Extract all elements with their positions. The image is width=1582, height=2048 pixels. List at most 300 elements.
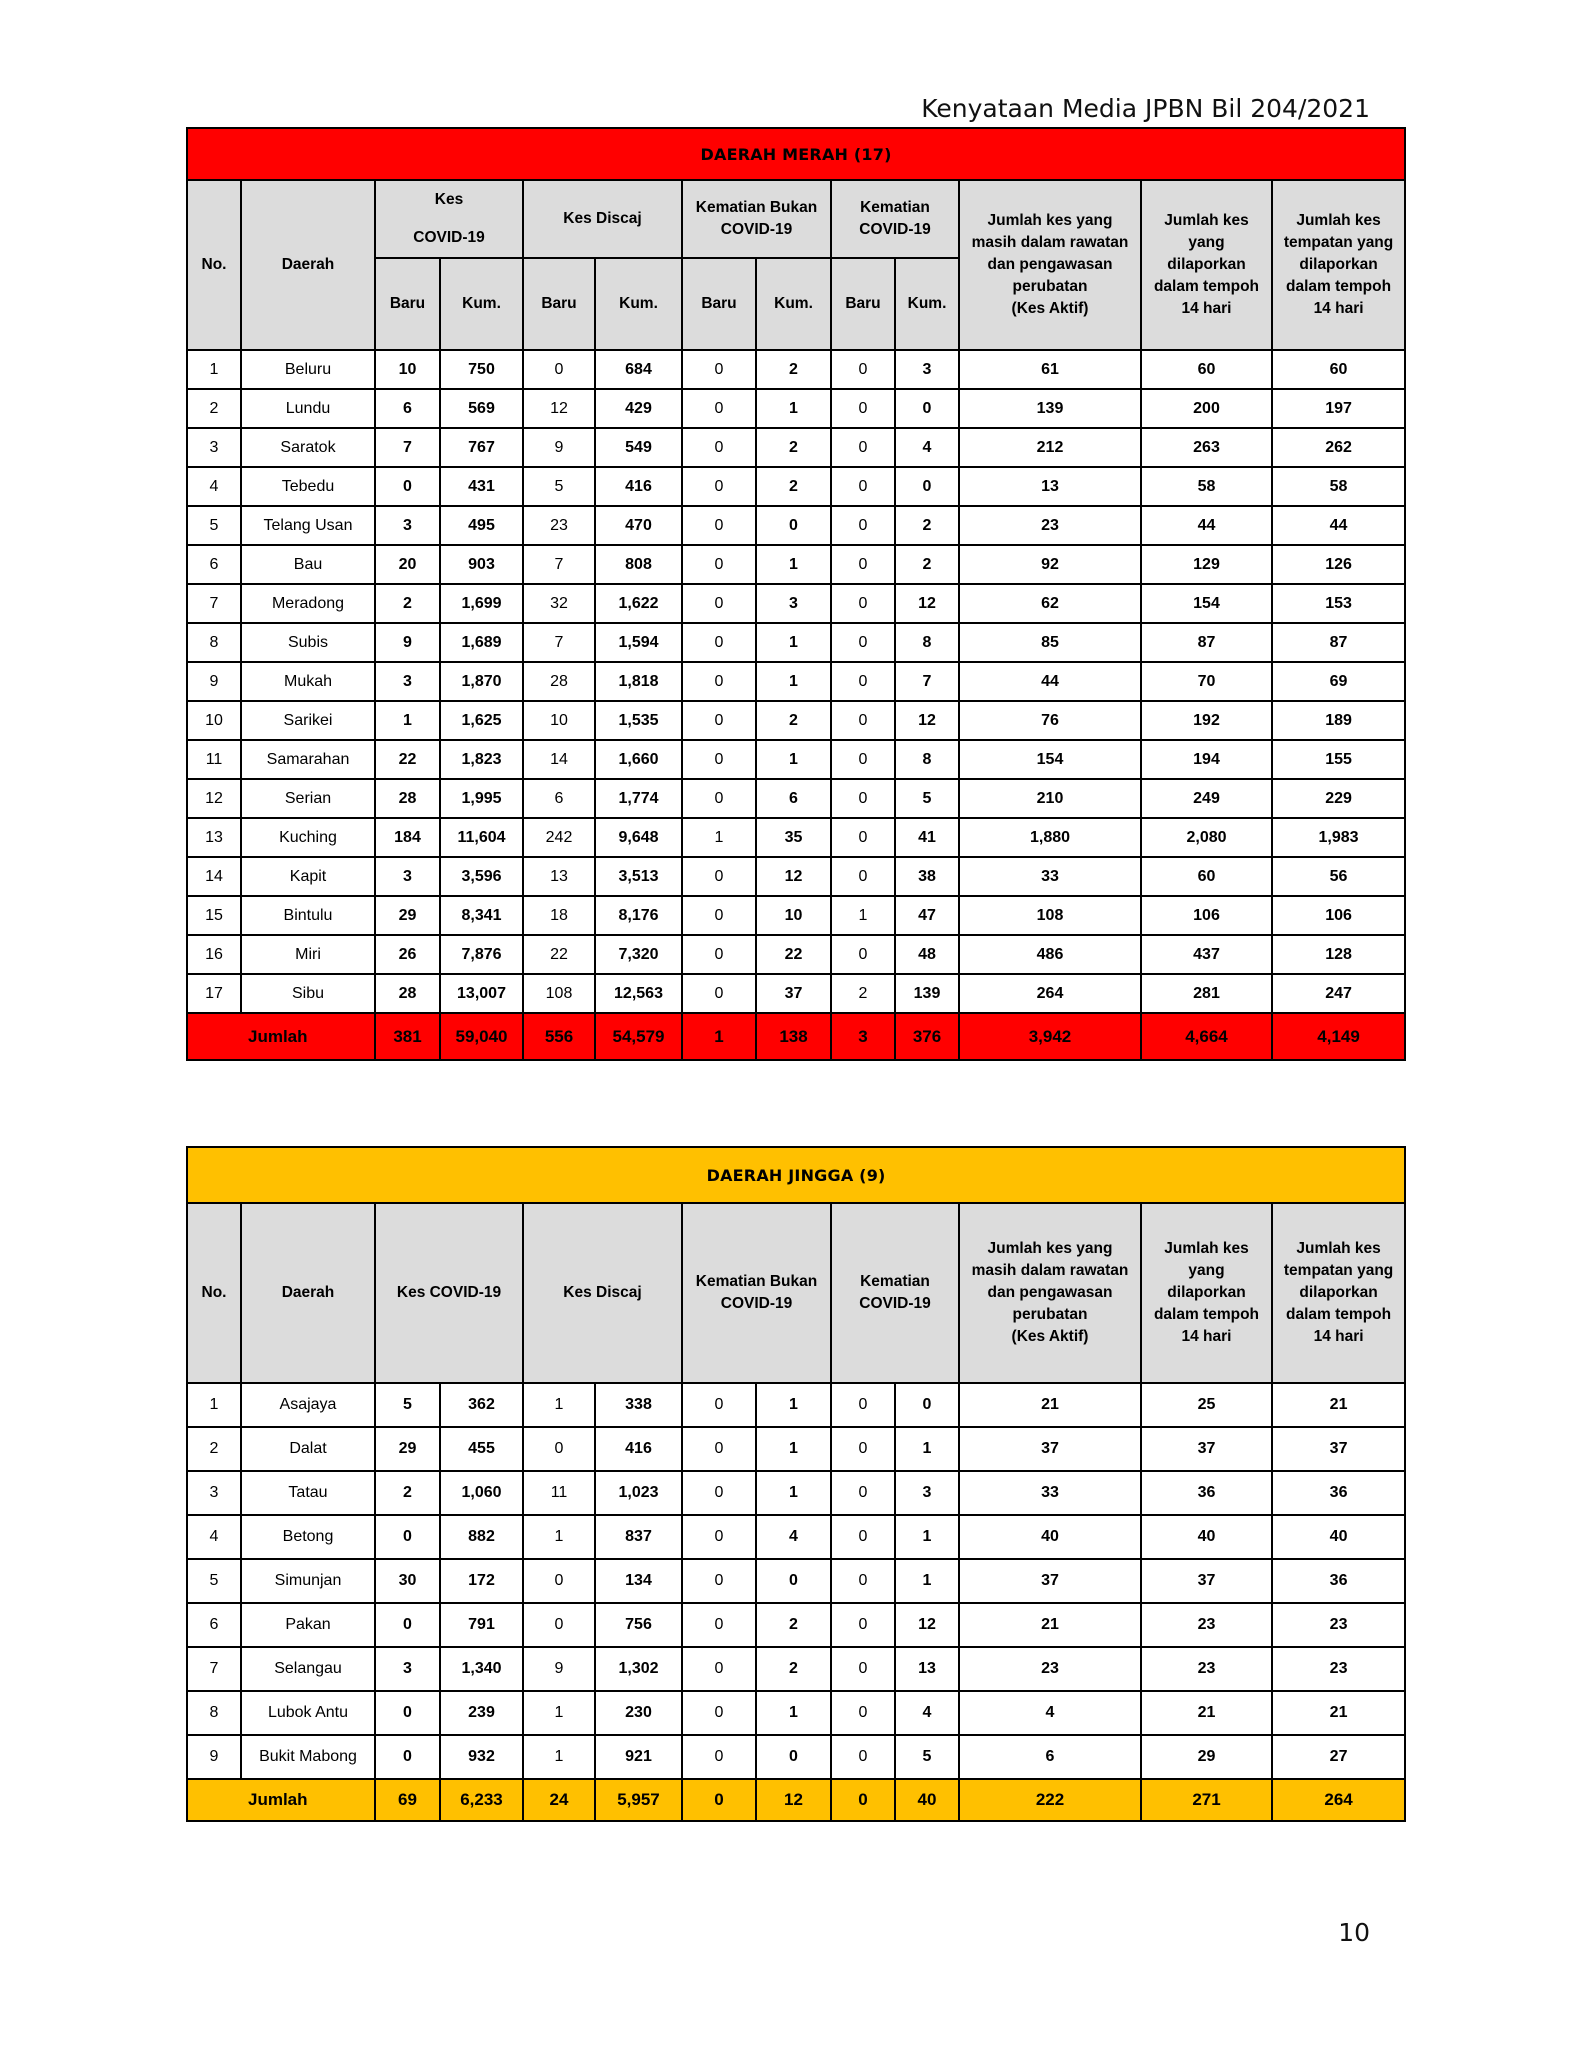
table-row: [187, 467, 1405, 506]
header-text: Kematian: [860, 1273, 930, 1290]
table-row: [187, 506, 1405, 545]
header-text: dan pengawasan: [987, 1284, 1113, 1301]
table-cell: 263: [1141, 428, 1272, 467]
row-number: 8: [187, 1691, 241, 1735]
header-kum: Kum.: [895, 258, 959, 350]
total-cell: 222: [959, 1779, 1141, 1821]
table-cell: 1: [523, 1383, 595, 1427]
table-cell: 9: [375, 623, 440, 662]
table-cell: 7,320: [595, 935, 682, 974]
district-name: Asajaya: [241, 1383, 375, 1427]
table-cell: 6: [959, 1735, 1141, 1779]
table-cell: 1: [756, 1383, 831, 1427]
district-name: Kuching: [241, 818, 375, 857]
table-cell: 0: [682, 896, 756, 935]
table-cell: 14: [523, 740, 595, 779]
header-text: COVID-19: [859, 1295, 931, 1312]
table-cell: 1: [375, 701, 440, 740]
table-cell: 1,302: [595, 1647, 682, 1691]
table-row: [187, 623, 1405, 662]
header-kematian-bukan-covid: [682, 1203, 831, 1383]
table-cell: 1,023: [595, 1471, 682, 1515]
table-cell: 25: [1141, 1383, 1272, 1427]
header-kes-aktif: [959, 1203, 1141, 1383]
table-cell: 108: [523, 974, 595, 1013]
table-cell: 239: [440, 1691, 523, 1735]
table-cell: 0: [682, 779, 756, 818]
table-cell: 6: [375, 389, 440, 428]
total-cell: 5,957: [595, 1779, 682, 1821]
total-cell: 376: [895, 1013, 959, 1060]
table-cell: 23: [1272, 1603, 1405, 1647]
table-row: [187, 740, 1405, 779]
table-cell: 9,648: [595, 818, 682, 857]
table-cell: 28: [375, 974, 440, 1013]
table-cell: 281: [1141, 974, 1272, 1013]
table-cell: 1,995: [440, 779, 523, 818]
table-cell: 192: [1141, 701, 1272, 740]
table-row: [187, 1735, 1405, 1779]
table-cell: 1,535: [595, 701, 682, 740]
table-cell: 0: [682, 1647, 756, 1691]
table-cell: 0: [682, 1603, 756, 1647]
row-number: 4: [187, 467, 241, 506]
table-cell: 10: [375, 350, 440, 389]
table-cell: 1,870: [440, 662, 523, 701]
table-cell: 0: [831, 584, 895, 623]
table-cell: 2: [895, 545, 959, 584]
table-cell: 212: [959, 428, 1141, 467]
table-cell: 194: [1141, 740, 1272, 779]
table-cell: 0: [682, 467, 756, 506]
table-cell: 29: [1141, 1735, 1272, 1779]
table-title-merah: DAERAH MERAH (17): [187, 128, 1405, 180]
table-cell: 12: [895, 1603, 959, 1647]
header-text: Kematian Bukan: [695, 199, 818, 216]
header-kes-line1: Kes: [434, 191, 464, 208]
header-baru: Baru: [831, 258, 895, 350]
header-kes-discaj: Kes Discaj: [523, 1203, 682, 1383]
table-cell: 4: [756, 1515, 831, 1559]
table-cell: 242: [523, 818, 595, 857]
table-cell: 921: [595, 1735, 682, 1779]
table-cell: 0: [831, 740, 895, 779]
total-cell: 69: [375, 1779, 440, 1821]
table-cell: 0: [682, 1427, 756, 1471]
table-cell: 249: [1141, 779, 1272, 818]
table-cell: 1: [756, 662, 831, 701]
table-cell: 76: [959, 701, 1141, 740]
row-number: 7: [187, 1647, 241, 1691]
header-text: perubatan: [1012, 1306, 1088, 1323]
table-cell: 8: [895, 740, 959, 779]
district-name: Sibu: [241, 974, 375, 1013]
table-cell: 189: [1272, 701, 1405, 740]
table-cell: 0: [895, 467, 959, 506]
table-cell: 8,341: [440, 896, 523, 935]
table-row: [187, 1471, 1405, 1515]
table-cell: 30: [375, 1559, 440, 1603]
table-cell: 35: [756, 818, 831, 857]
table-cell: 0: [895, 389, 959, 428]
table-cell: 837: [595, 1515, 682, 1559]
table-cell: 23: [1272, 1647, 1405, 1691]
table-cell: 37: [959, 1559, 1141, 1603]
table-cell: 3: [756, 584, 831, 623]
total-cell: 138: [756, 1013, 831, 1060]
header-text: dalam tempoh: [1153, 278, 1260, 295]
table-cell: 28: [375, 779, 440, 818]
table-title-jingga: DAERAH JINGGA (9): [187, 1147, 1405, 1203]
table-cell: 1: [831, 896, 895, 935]
table-row: [187, 1559, 1405, 1603]
table-cell: 2: [756, 1603, 831, 1647]
table-cell: 0: [682, 701, 756, 740]
row-number: 10: [187, 701, 241, 740]
table-body-merah: [187, 350, 1405, 1060]
table-cell: 5: [895, 1735, 959, 1779]
district-name: Kapit: [241, 857, 375, 896]
table-cell: 684: [595, 350, 682, 389]
table-cell: 1,774: [595, 779, 682, 818]
district-name: Lundu: [241, 389, 375, 428]
header-text: dalam tempoh: [1286, 278, 1392, 295]
district-name: Miri: [241, 935, 375, 974]
table-cell: 1: [756, 1427, 831, 1471]
table-cell: 0: [523, 1603, 595, 1647]
header-dilaporkan-14-hari: [1141, 180, 1272, 350]
table-cell: 0: [682, 350, 756, 389]
table-cell: 1,660: [595, 740, 682, 779]
table-cell: 4: [895, 428, 959, 467]
table-cell: 12: [523, 389, 595, 428]
table-cell: 1: [756, 389, 831, 428]
table-cell: 11,604: [440, 818, 523, 857]
table-cell: 362: [440, 1383, 523, 1427]
header-text: dilaporkan: [1167, 256, 1246, 273]
header-no: No.: [187, 180, 241, 350]
row-number: 3: [187, 1471, 241, 1515]
table-cell: 60: [1141, 350, 1272, 389]
table-cell: 12: [756, 857, 831, 896]
table-cell: 38: [895, 857, 959, 896]
table-cell: 0: [682, 1515, 756, 1559]
header-text: yang: [1188, 234, 1225, 251]
table-row: [187, 428, 1405, 467]
total-label: Jumlah: [187, 1013, 375, 1060]
header-baru: Baru: [523, 258, 595, 350]
district-name: Lubok Antu: [241, 1691, 375, 1735]
table-cell: 247: [1272, 974, 1405, 1013]
total-cell: 271: [1141, 1779, 1272, 1821]
table-cell: 37: [756, 974, 831, 1013]
header-kematian-bukan-covid: [682, 180, 831, 258]
table-cell: 92: [959, 545, 1141, 584]
table-cell: 44: [959, 662, 1141, 701]
table-cell: 431: [440, 467, 523, 506]
header-text: COVID-19: [720, 1295, 793, 1312]
header-text: Jumlah kes: [1164, 1240, 1249, 1257]
row-number: 13: [187, 818, 241, 857]
header-kes-covid: [375, 180, 523, 258]
header-text: Kematian Bukan: [695, 1273, 818, 1290]
table-cell: 0: [682, 1383, 756, 1427]
table-row: [187, 545, 1405, 584]
table-cell: 0: [831, 389, 895, 428]
header-text: dilaporkan: [1299, 1284, 1378, 1301]
table-cell: 0: [831, 350, 895, 389]
table-row: [187, 350, 1405, 389]
table-cell: 23: [1141, 1603, 1272, 1647]
table-cell: 27: [1272, 1735, 1405, 1779]
header-text: 14 hari: [1313, 1328, 1364, 1345]
row-number: 6: [187, 545, 241, 584]
table-cell: 0: [831, 1515, 895, 1559]
table-cell: 21: [1272, 1383, 1405, 1427]
table-cell: 0: [682, 545, 756, 584]
table-cell: 0: [682, 740, 756, 779]
table-cell: 0: [682, 506, 756, 545]
table-cell: 153: [1272, 584, 1405, 623]
table-cell: 44: [1272, 506, 1405, 545]
table-cell: 7: [375, 428, 440, 467]
total-row: [187, 1779, 1405, 1821]
table-cell: 903: [440, 545, 523, 584]
table-cell: 7,876: [440, 935, 523, 974]
table-cell: 0: [895, 1383, 959, 1427]
table-row: [187, 389, 1405, 428]
total-cell: 6,233: [440, 1779, 523, 1821]
table-cell: 87: [1272, 623, 1405, 662]
table-row: [187, 818, 1405, 857]
district-name: Bukit Mabong: [241, 1735, 375, 1779]
table-cell: 2: [756, 428, 831, 467]
table-cell: 0: [375, 1603, 440, 1647]
header-text: (Kes Aktif): [1011, 300, 1089, 317]
table-body-jingga: [187, 1383, 1405, 1821]
total-cell: 0: [831, 1779, 895, 1821]
table-cell: 932: [440, 1735, 523, 1779]
table-cell: 0: [831, 1471, 895, 1515]
header-kes-line2: COVID-19: [413, 229, 485, 246]
table-cell: 0: [831, 1559, 895, 1603]
district-name: Mukah: [241, 662, 375, 701]
table-cell: 1,622: [595, 584, 682, 623]
row-number: 9: [187, 1735, 241, 1779]
table-cell: 767: [440, 428, 523, 467]
table-cell: 0: [831, 545, 895, 584]
table-cell: 13,007: [440, 974, 523, 1013]
table-cell: 108: [959, 896, 1141, 935]
table-cell: 56: [1272, 857, 1405, 896]
table-row: [187, 896, 1405, 935]
table-cell: 0: [375, 1735, 440, 1779]
table-cell: 33: [959, 857, 1141, 896]
header-text: Jumlah kes: [1164, 212, 1249, 229]
table-cell: 58: [1272, 467, 1405, 506]
header-text: dilaporkan: [1299, 256, 1378, 273]
row-number: 1: [187, 350, 241, 389]
table-cell: 1: [523, 1735, 595, 1779]
table-cell: 13: [523, 857, 595, 896]
table-cell: 172: [440, 1559, 523, 1603]
header-text: tempatan yang: [1283, 1262, 1394, 1279]
table-cell: 37: [1272, 1427, 1405, 1471]
table-cell: 1,340: [440, 1647, 523, 1691]
header-text: Jumlah kes yang: [987, 1240, 1113, 1257]
table-cell: 37: [1141, 1559, 1272, 1603]
table-cell: 37: [1141, 1427, 1272, 1471]
table-cell: 69: [1272, 662, 1405, 701]
table-cell: 230: [595, 1691, 682, 1735]
header-text: COVID-19: [859, 221, 931, 238]
table-cell: 0: [682, 974, 756, 1013]
total-cell: 59,040: [440, 1013, 523, 1060]
table-cell: 0: [831, 428, 895, 467]
header-text: COVID-19: [720, 221, 793, 238]
table-cell: 29: [375, 896, 440, 935]
table-cell: 1,818: [595, 662, 682, 701]
header-baru: Baru: [682, 258, 756, 350]
table-cell: 0: [831, 857, 895, 896]
header-text: Kematian: [860, 199, 930, 216]
table-cell: 0: [682, 584, 756, 623]
table-cell: 87: [1141, 623, 1272, 662]
total-cell: 40: [895, 1779, 959, 1821]
header-text: yang: [1188, 1262, 1225, 1279]
table-cell: 455: [440, 1427, 523, 1471]
header-text: dalam tempoh: [1153, 1306, 1260, 1323]
table-cell: 0: [523, 1559, 595, 1603]
table-cell: 262: [1272, 428, 1405, 467]
table-cell: 7: [523, 545, 595, 584]
row-number: 5: [187, 1559, 241, 1603]
total-cell: 3: [831, 1013, 895, 1060]
table-cell: 21: [959, 1603, 1141, 1647]
table-cell: 0: [682, 389, 756, 428]
total-cell: 3,942: [959, 1013, 1141, 1060]
table-cell: 338: [595, 1383, 682, 1427]
table-cell: 61: [959, 350, 1141, 389]
table-cell: 23: [959, 506, 1141, 545]
table-cell: 3: [375, 506, 440, 545]
table-cell: 28: [523, 662, 595, 701]
table-cell: 882: [440, 1515, 523, 1559]
district-name: Tebedu: [241, 467, 375, 506]
header-kum: Kum.: [440, 258, 523, 350]
row-number: 2: [187, 1427, 241, 1471]
table-cell: 5: [523, 467, 595, 506]
table-cell: 429: [595, 389, 682, 428]
table-cell: 0: [831, 662, 895, 701]
row-number: 5: [187, 506, 241, 545]
table-cell: 12,563: [595, 974, 682, 1013]
total-cell: 4,149: [1272, 1013, 1405, 1060]
total-cell: 1: [682, 1013, 756, 1060]
header-text: Jumlah kes yang: [987, 212, 1113, 229]
table-row: [187, 1647, 1405, 1691]
table-cell: 0: [756, 1559, 831, 1603]
header-kematian-covid: [831, 1203, 959, 1383]
header-text: (Kes Aktif): [1011, 1328, 1089, 1345]
table-cell: 0: [831, 935, 895, 974]
table-cell: 808: [595, 545, 682, 584]
total-cell: 0: [682, 1779, 756, 1821]
table-cell: 0: [831, 1647, 895, 1691]
header-kes-aktif: [959, 180, 1141, 350]
table-cell: 569: [440, 389, 523, 428]
table-cell: 437: [1141, 935, 1272, 974]
table-cell: 750: [440, 350, 523, 389]
table-cell: 1,060: [440, 1471, 523, 1515]
district-name: Subis: [241, 623, 375, 662]
table-cell: 2: [756, 1647, 831, 1691]
table-cell: 40: [1272, 1515, 1405, 1559]
table-cell: 0: [756, 1735, 831, 1779]
table-cell: 2: [375, 1471, 440, 1515]
table-cell: 18: [523, 896, 595, 935]
district-name: Simunjan: [241, 1559, 375, 1603]
table-cell: 23: [1141, 1647, 1272, 1691]
district-name: Samarahan: [241, 740, 375, 779]
header-text: masih dalam rawatan: [971, 1262, 1129, 1279]
table-cell: 0: [831, 467, 895, 506]
table-cell: 264: [959, 974, 1141, 1013]
table-cell: 1,689: [440, 623, 523, 662]
row-number: 14: [187, 857, 241, 896]
table-cell: 1: [523, 1691, 595, 1735]
total-cell: 54,579: [595, 1013, 682, 1060]
row-number: 15: [187, 896, 241, 935]
table-cell: 22: [375, 740, 440, 779]
table-cell: 0: [831, 1691, 895, 1735]
table-cell: 210: [959, 779, 1141, 818]
table-cell: 128: [1272, 935, 1405, 974]
table-cell: 11: [523, 1471, 595, 1515]
table-cell: 155: [1272, 740, 1405, 779]
table-cell: 106: [1272, 896, 1405, 935]
table-cell: 0: [523, 350, 595, 389]
table-cell: 1,823: [440, 740, 523, 779]
district-name: Betong: [241, 1515, 375, 1559]
table-cell: 1,880: [959, 818, 1141, 857]
table-cell: 0: [831, 623, 895, 662]
table-cell: 70: [1141, 662, 1272, 701]
table-cell: 139: [895, 974, 959, 1013]
table-row: [187, 779, 1405, 818]
row-number: 7: [187, 584, 241, 623]
table-cell: 23: [523, 506, 595, 545]
total-cell: 381: [375, 1013, 440, 1060]
total-cell: 4,664: [1141, 1013, 1272, 1060]
table-cell: 8,176: [595, 896, 682, 935]
table-cell: 48: [895, 935, 959, 974]
table-row: [187, 662, 1405, 701]
district-name: Bintulu: [241, 896, 375, 935]
table-cell: 470: [595, 506, 682, 545]
district-name: Selangau: [241, 1647, 375, 1691]
table-cell: 3: [375, 1647, 440, 1691]
table-cell: 200: [1141, 389, 1272, 428]
table-cell: 1: [756, 623, 831, 662]
table-row: [187, 584, 1405, 623]
table-cell: 3,513: [595, 857, 682, 896]
table-cell: 58: [1141, 467, 1272, 506]
table-cell: 0: [831, 1603, 895, 1647]
header-text: dilaporkan: [1167, 1284, 1246, 1301]
table-cell: 416: [595, 467, 682, 506]
table-cell: 3: [895, 1471, 959, 1515]
